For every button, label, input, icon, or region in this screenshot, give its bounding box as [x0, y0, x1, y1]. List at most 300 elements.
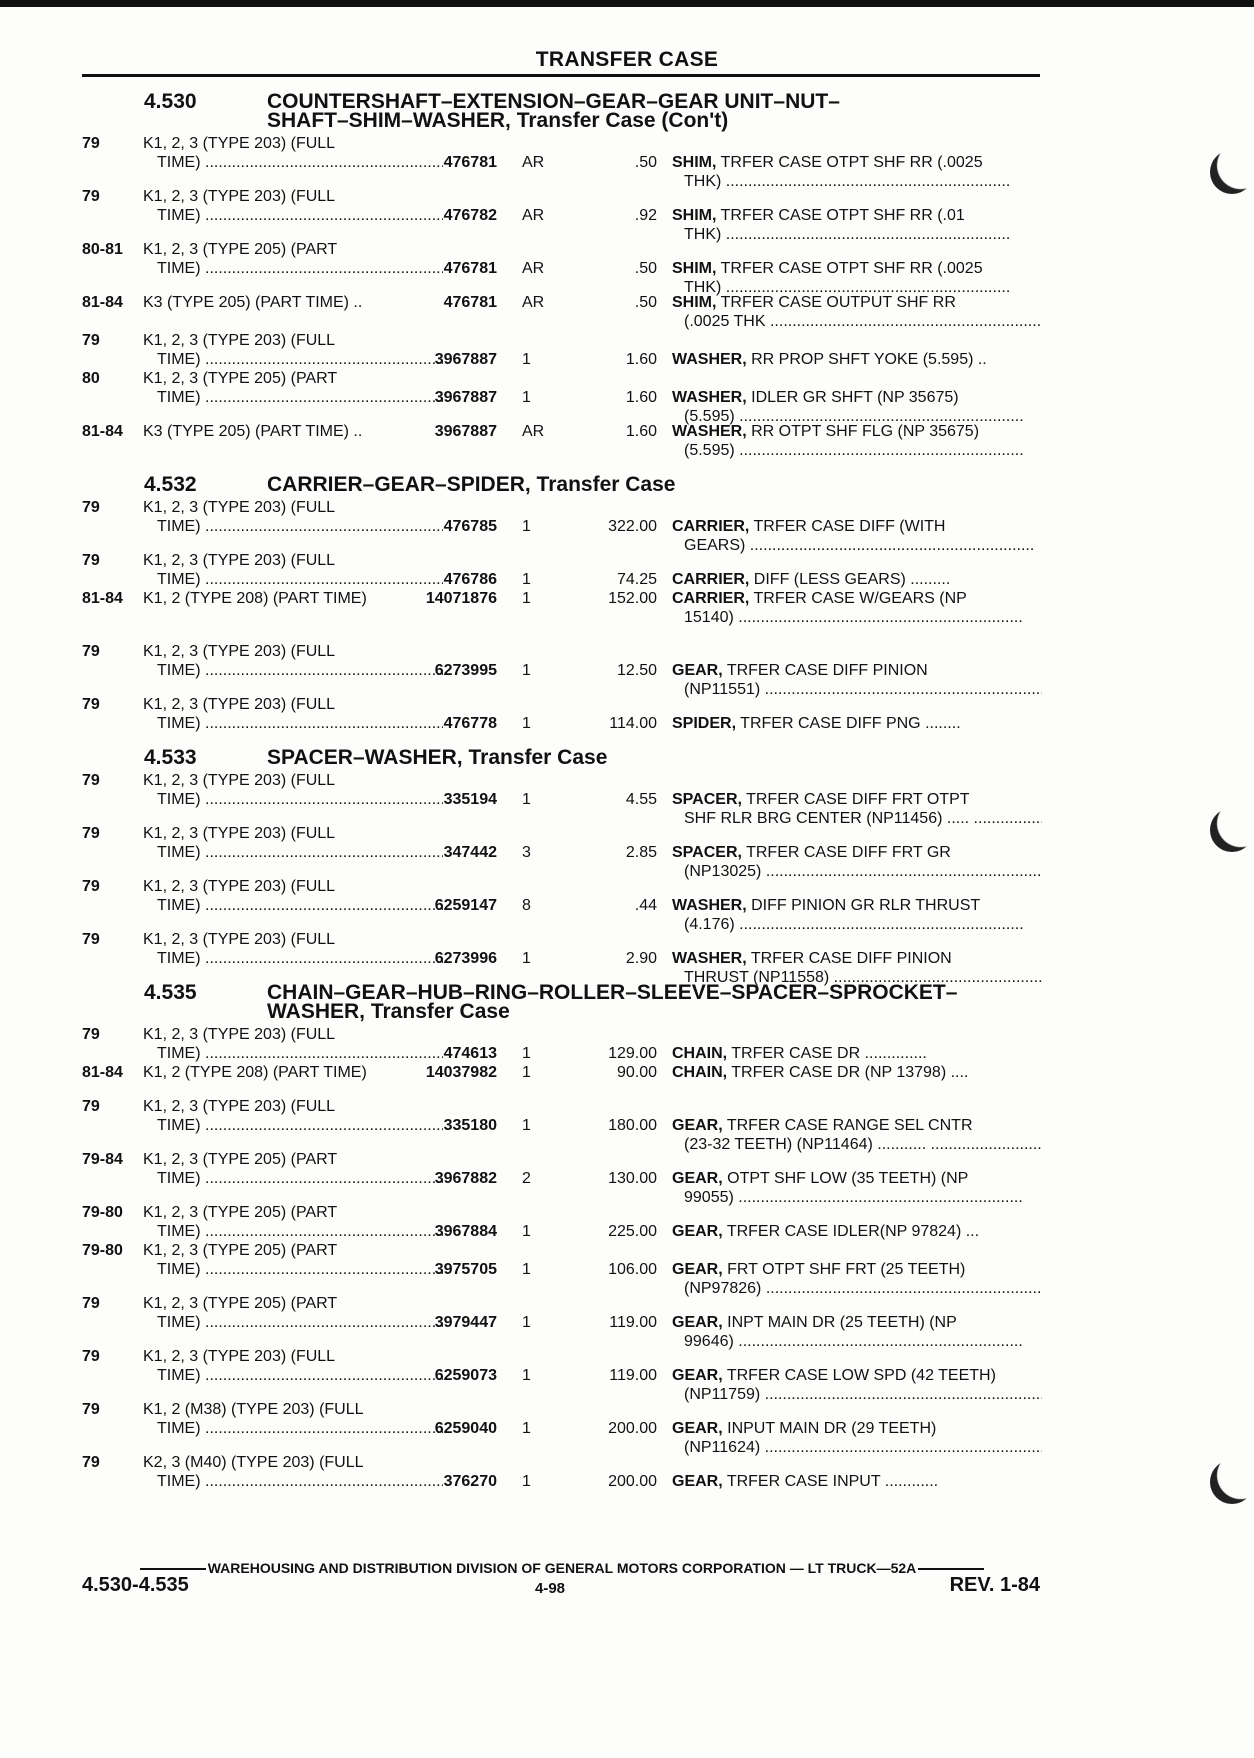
- application-line: TIME) .....: [143, 896, 443, 915]
- part-name: WASHER,: [672, 389, 747, 406]
- application-line: TIME) .....: [143, 1044, 443, 1063]
- application-line: K1, 2, 3 (TYPE 203) (FULL: [143, 332, 336, 349]
- quantity: 1: [522, 351, 531, 368]
- description-text: DIFF (LESS GEARS) .........: [749, 571, 951, 588]
- description-line: 15140) .....: [672, 608, 1042, 627]
- price: .50: [634, 260, 657, 277]
- quantity: 1: [522, 1420, 531, 1437]
- description-line: (NP13025) .....: [672, 862, 1042, 881]
- description: [672, 661, 1042, 699]
- description-line: [672, 661, 1042, 680]
- application-line: K1, 2, 3 (TYPE 205) (PART: [143, 1204, 338, 1221]
- part-number: 476785: [443, 518, 497, 535]
- punch-hole: [1210, 808, 1254, 852]
- section-number: 4.533: [144, 746, 197, 769]
- part-entry: [82, 240, 1042, 296]
- part-entry: [82, 1025, 1042, 1063]
- description-line: [672, 843, 1042, 862]
- description-line: [672, 1169, 1042, 1188]
- header-rule: [82, 74, 1040, 77]
- part-entry: [82, 331, 1042, 369]
- application-line: K1, 2, 3 (TYPE 203) (FULL: [143, 931, 336, 948]
- description-text: TRFER CASE DIFF FRT OTPT: [741, 791, 970, 808]
- part-number: 6259147: [434, 897, 497, 914]
- model-year: 79-80: [82, 1204, 123, 1221]
- description-line: (.0025 THK .....: [672, 312, 1042, 331]
- description-line: [672, 1063, 1042, 1082]
- description-line: [672, 1419, 1042, 1438]
- section-heading: [82, 475, 1042, 494]
- part-number: 476781: [443, 260, 497, 277]
- price: 1.60: [625, 351, 657, 368]
- quantity: 1: [522, 1064, 531, 1081]
- part-entry: [82, 771, 1042, 827]
- model-year: 79: [82, 1348, 100, 1365]
- description-line: (23-32 TEETH) (NP11464) ........... .....: [672, 1135, 1042, 1154]
- part-number: 376270: [443, 1473, 497, 1490]
- description-line: SHF RLR BRG CENTER (NP11456) ..... .....: [672, 809, 1042, 828]
- application: [143, 293, 443, 312]
- quantity: 8: [522, 897, 531, 914]
- part-name: GEAR,: [672, 1473, 723, 1490]
- application: [143, 1347, 443, 1385]
- quantity: 1: [522, 950, 531, 967]
- description: [672, 153, 1042, 191]
- quantity: 1: [522, 662, 531, 679]
- quantity: 1: [522, 1045, 531, 1062]
- description: [672, 1472, 1042, 1491]
- section-heading: [82, 748, 1042, 767]
- application-line: K3 (TYPE 205) (PART TIME) ..: [143, 423, 363, 440]
- part-name: WASHER,: [672, 897, 747, 914]
- application-line: TIME) .....: [143, 843, 443, 862]
- application-line: TIME) .....: [143, 388, 443, 407]
- description: [672, 1260, 1042, 1298]
- description-text: TRFER CASE W/GEARS (NP: [749, 590, 967, 607]
- quantity: 1: [522, 1473, 531, 1490]
- quantity: 2: [522, 1170, 531, 1187]
- price: .92: [634, 207, 657, 224]
- quantity: AR: [522, 423, 545, 440]
- description-line: THK) .....: [672, 172, 1042, 191]
- quantity: 1: [522, 791, 531, 808]
- application-line: TIME) .....: [143, 1419, 443, 1438]
- application-line: K1, 2, 3 (TYPE 203) (FULL: [143, 878, 336, 895]
- price: 106.00: [608, 1261, 657, 1278]
- description-text: TRFER CASE DIFF PINION: [722, 662, 928, 679]
- footer-distribution: WAREHOUSING AND DISTRIBUTION DIVISION OF GENERAL MOTORS CORPORATION — LT TRUCK—52A: [82, 1560, 1042, 1576]
- model-year: 79: [82, 552, 100, 569]
- price: 322.00: [608, 518, 657, 535]
- price: 200.00: [608, 1473, 657, 1490]
- part-name: GEAR,: [672, 1314, 723, 1331]
- application: [143, 1150, 443, 1188]
- description-text: TRFER CASE INPUT ............: [722, 1473, 939, 1490]
- part-entry: [82, 1241, 1042, 1297]
- part-name: SPACER,: [672, 791, 742, 808]
- description-line: [672, 1472, 1042, 1491]
- section-title: SHAFT–SHIM–WASHER, Transfer Case (Con't): [267, 109, 729, 132]
- application-line: TIME) .....: [143, 1472, 443, 1491]
- application-line: K1, 2, 3 (TYPE 203) (FULL: [143, 188, 336, 205]
- description-line: [672, 949, 1042, 968]
- description: [672, 1366, 1042, 1404]
- quantity: AR: [522, 154, 545, 171]
- description: [672, 293, 1042, 331]
- part-number: 3967887: [434, 389, 497, 406]
- description: [672, 714, 1042, 733]
- price: 2.90: [625, 950, 657, 967]
- part-name: CHAIN,: [672, 1045, 728, 1062]
- price: 74.25: [616, 571, 657, 588]
- model-year: 79: [82, 1295, 100, 1312]
- application-line: K1, 2, 3 (TYPE 203) (FULL: [143, 772, 336, 789]
- part-entry: [82, 1347, 1042, 1403]
- price: 12.50: [616, 662, 657, 679]
- application-line: TIME) .....: [143, 1260, 443, 1279]
- quantity: AR: [522, 260, 545, 277]
- price: 225.00: [608, 1223, 657, 1240]
- quantity: AR: [522, 294, 545, 311]
- quantity: 3: [522, 844, 531, 861]
- part-number: 474613: [443, 1045, 497, 1062]
- footer-section-range: 4.530-4.535: [82, 1574, 189, 1596]
- description-text: TRFER CASE DIFF (WITH: [749, 518, 946, 535]
- quantity: 1: [522, 1117, 531, 1134]
- part-name: SHIM,: [672, 260, 717, 277]
- part-entry: [82, 1097, 1042, 1153]
- description-text: TRFER CASE DIFF PNG ........: [736, 715, 961, 732]
- description-text: TRFER CASE OTPT SHF RR (.0025: [716, 154, 983, 171]
- application: [143, 1025, 443, 1063]
- application: [143, 551, 443, 589]
- application: [143, 498, 443, 536]
- application-line: K1, 2 (TYPE 208) (PART TIME): [143, 590, 367, 607]
- application-line: TIME) .....: [143, 206, 443, 225]
- description-text: INPT MAIN DR (25 TEETH) (NP: [722, 1314, 957, 1331]
- quantity: 1: [522, 1261, 531, 1278]
- model-year: 79: [82, 499, 100, 516]
- description-line: (NP11624) .....: [672, 1438, 1042, 1457]
- description-line: [672, 517, 1042, 536]
- price: 200.00: [608, 1420, 657, 1437]
- model-year: 79: [82, 825, 100, 842]
- model-year: 79: [82, 643, 100, 660]
- part-entry: [82, 1453, 1042, 1491]
- application: [143, 930, 443, 968]
- part-number: 476778: [443, 715, 497, 732]
- description-line: [672, 206, 1042, 225]
- application-line: K1, 2, 3 (TYPE 203) (FULL: [143, 135, 336, 152]
- description-text: INPUT MAIN DR (29 TEETH): [722, 1420, 937, 1437]
- application: [143, 1241, 443, 1279]
- description-text: OTPT SHF LOW (35 TEETH) (NP: [722, 1170, 969, 1187]
- application-line: K1, 2, 3 (TYPE 203) (FULL: [143, 643, 336, 660]
- description-line: [672, 570, 1042, 589]
- part-name: GEAR,: [672, 1170, 723, 1187]
- application-line: TIME) .....: [143, 570, 443, 589]
- application: [143, 1453, 443, 1491]
- page-header: TRANSFER CASE: [535, 48, 719, 71]
- description-line: [672, 1116, 1042, 1135]
- application: [143, 1294, 443, 1332]
- application-line: TIME) .....: [143, 949, 443, 968]
- model-year: 81-84: [82, 1064, 123, 1081]
- model-year: 79: [82, 772, 100, 789]
- part-number: 476781: [443, 154, 497, 171]
- description-line: 99055) .....: [672, 1188, 1042, 1207]
- price: 130.00: [608, 1170, 657, 1187]
- part-number: 476782: [443, 207, 497, 224]
- part-number: 335194: [443, 791, 497, 808]
- description-line: [672, 589, 1042, 608]
- application-line: TIME) .....: [143, 1313, 443, 1332]
- part-number: 14037982: [425, 1064, 497, 1081]
- quantity: 1: [522, 1314, 531, 1331]
- part-entry: [82, 930, 1042, 986]
- description-line: [672, 388, 1042, 407]
- model-year: 79: [82, 931, 100, 948]
- application-line: TIME) .....: [143, 790, 443, 809]
- description-text: FRT OTPT SHF FRT (25 TEETH): [722, 1261, 966, 1278]
- section-title: SPACER–WASHER, Transfer Case: [267, 746, 608, 769]
- section-heading: [82, 92, 1042, 130]
- description: [672, 517, 1042, 555]
- description-line: [672, 153, 1042, 172]
- footer-revision: REV. 1-84: [949, 1574, 1040, 1596]
- part-entry: [82, 589, 1042, 627]
- description-line: [672, 350, 1042, 369]
- description-line: THK) .....: [672, 225, 1042, 244]
- description-line: (NP11551) .....: [672, 680, 1042, 699]
- part-name: SHIM,: [672, 294, 717, 311]
- price: 119.00: [609, 1367, 657, 1384]
- part-entry: [82, 824, 1042, 880]
- description-text: RR OTPT SHF FLG (NP 35675): [746, 423, 980, 440]
- description-line: [672, 293, 1042, 312]
- price: .44: [634, 897, 657, 914]
- quantity: 1: [522, 590, 531, 607]
- part-entry: [82, 422, 1042, 460]
- part-entry: [82, 1400, 1042, 1456]
- price: .50: [634, 294, 657, 311]
- part-number: 476781: [443, 294, 497, 311]
- part-name: WASHER,: [672, 351, 747, 368]
- price: .50: [634, 154, 657, 171]
- part-name: SHIM,: [672, 207, 717, 224]
- price: 1.60: [625, 423, 657, 440]
- description: [672, 1116, 1042, 1154]
- description: [672, 589, 1042, 627]
- price: 1.60: [625, 389, 657, 406]
- price: 4.55: [625, 791, 657, 808]
- description-line: 99646) .....: [672, 1332, 1042, 1351]
- section-heading: [82, 983, 1042, 1021]
- section-title: CHAIN–GEAR–HUB–RING–ROLLER–SLEEVE–SPACER–SPROCKET–: [267, 981, 958, 1004]
- application-line: K1, 2, 3 (TYPE 203) (FULL: [143, 1026, 336, 1043]
- application-line: TIME) .....: [143, 714, 443, 733]
- part-entry: [82, 293, 1042, 331]
- description: [672, 570, 1042, 589]
- part-number: 335180: [443, 1117, 497, 1134]
- quantity: 1: [522, 518, 531, 535]
- application-line: TIME) .....: [143, 517, 443, 536]
- model-year: 79-80: [82, 1242, 123, 1259]
- model-year: 79: [82, 1098, 100, 1115]
- section-number: 4.530: [144, 90, 197, 113]
- application-line: K1, 2, 3 (TYPE 203) (FULL: [143, 1348, 336, 1365]
- description-line: [672, 1260, 1042, 1279]
- description: [672, 422, 1042, 460]
- application: [143, 369, 443, 407]
- description: [672, 259, 1042, 297]
- application-line: TIME) .....: [143, 153, 443, 172]
- model-year: 79: [82, 135, 100, 152]
- quantity: 1: [522, 1367, 531, 1384]
- part-name: CARRIER,: [672, 518, 750, 535]
- description-line: [672, 714, 1042, 733]
- footer-page-number: 4-98: [535, 1580, 566, 1597]
- section-number: 4.535: [144, 981, 197, 1004]
- application-line: TIME) .....: [143, 1169, 443, 1188]
- part-number: 3979447: [434, 1314, 497, 1331]
- part-name: SPIDER,: [672, 715, 737, 732]
- part-name: CARRIER,: [672, 571, 750, 588]
- application: [143, 187, 443, 225]
- part-number: 6273995: [434, 662, 497, 679]
- description-text: TRFER CASE DIFF FRT GR: [741, 844, 951, 861]
- part-number: 14071876: [425, 590, 497, 607]
- application: [143, 1097, 443, 1135]
- part-number: 6259073: [434, 1367, 497, 1384]
- section-title: COUNTERSHAFT–EXTENSION–GEAR–GEAR UNIT–NUT–: [267, 90, 840, 113]
- part-entry: [82, 187, 1042, 243]
- top-edge-bar: [0, 0, 1254, 7]
- application-line: K1, 2 (TYPE 208) (PART TIME): [143, 1064, 367, 1081]
- description-text: RR PROP SHFT YOKE (5.595) ..: [746, 351, 987, 368]
- quantity: 1: [522, 571, 531, 588]
- model-year: 81-84: [82, 423, 123, 440]
- part-number: 3967884: [434, 1223, 497, 1240]
- description-line: THRUST (NP11558) .....: [672, 968, 1042, 987]
- description: [672, 896, 1042, 934]
- description: [672, 843, 1042, 881]
- price: 119.00: [609, 1314, 657, 1331]
- application-line: K1, 2, 3 (TYPE 203) (FULL: [143, 825, 336, 842]
- price: 90.00: [616, 1064, 657, 1081]
- description: [672, 1063, 1042, 1082]
- part-entry: [82, 1063, 1042, 1082]
- description-text: TRFER CASE OUTPUT SHF RR: [716, 294, 956, 311]
- description-text: TRFER CASE DR (NP 13798) ....: [727, 1064, 969, 1081]
- description-text: TRFER CASE IDLER(NP 97824) ...: [722, 1223, 980, 1240]
- part-number: 3975705: [434, 1261, 497, 1278]
- description: [672, 1419, 1042, 1457]
- model-year: 81-84: [82, 294, 123, 311]
- application: [143, 824, 443, 862]
- part-entry: [82, 369, 1042, 425]
- application-line: TIME) .....: [143, 1366, 443, 1385]
- description-line: [672, 896, 1042, 915]
- quantity: 1: [522, 389, 531, 406]
- application: [143, 134, 443, 172]
- part-number: 476786: [443, 571, 497, 588]
- description-line: (NP11759) .....: [672, 1385, 1042, 1404]
- part-number: 3967882: [434, 1170, 497, 1187]
- quantity: AR: [522, 207, 545, 224]
- description-line: [672, 422, 1042, 441]
- part-name: GEAR,: [672, 1420, 723, 1437]
- description: [672, 388, 1042, 426]
- model-year: 81-84: [82, 590, 123, 607]
- application-line: K1, 2, 3 (TYPE 203) (FULL: [143, 552, 336, 569]
- application-line: K1, 2, 3 (TYPE 205) (PART: [143, 1242, 338, 1259]
- description-line: (5.595) .....: [672, 441, 1042, 460]
- description-line: [672, 790, 1042, 809]
- application-line: TIME) .....: [143, 350, 443, 369]
- parts-listing: [82, 86, 1042, 1506]
- application-line: K1, 2, 3 (TYPE 203) (FULL: [143, 1098, 336, 1115]
- part-name: CHAIN,: [672, 1064, 728, 1081]
- application-line: K2, 3 (M40) (TYPE 203) (FULL: [143, 1454, 364, 1471]
- application-line: TIME) .....: [143, 259, 443, 278]
- model-year: 80-81: [82, 241, 123, 258]
- description-text: TRFER CASE DR ..............: [727, 1045, 927, 1062]
- description-line: (NP97826) .....: [672, 1279, 1042, 1298]
- part-name: GEAR,: [672, 1117, 723, 1134]
- description-line: [672, 1044, 1042, 1063]
- part-name: SPACER,: [672, 844, 742, 861]
- part-number: 6259040: [434, 1420, 497, 1437]
- description-text: IDLER GR SHFT (NP 35675): [746, 389, 959, 406]
- application-line: K1, 2 (M38) (TYPE 203) (FULL: [143, 1401, 364, 1418]
- description: [672, 1044, 1042, 1063]
- model-year: 79-84: [82, 1151, 123, 1168]
- application-line: TIME) .....: [143, 1222, 443, 1241]
- part-entry: [82, 1150, 1042, 1206]
- description: [672, 790, 1042, 828]
- application: [143, 771, 443, 809]
- section-number: 4.532: [144, 473, 197, 496]
- model-year: 79: [82, 1454, 100, 1471]
- model-year: 79: [82, 188, 100, 205]
- application: [143, 1400, 443, 1438]
- part-name: SHIM,: [672, 154, 717, 171]
- application-line: K1, 2, 3 (TYPE 203) (FULL: [143, 696, 336, 713]
- application-line: K1, 2, 3 (TYPE 205) (PART: [143, 241, 338, 258]
- description: [672, 206, 1042, 244]
- price: 114.00: [609, 715, 657, 732]
- part-name: CARRIER,: [672, 590, 750, 607]
- price: 152.00: [608, 590, 657, 607]
- punch-hole: [1210, 150, 1254, 194]
- application-line: K1, 2, 3 (TYPE 205) (PART: [143, 370, 338, 387]
- part-entry: [82, 1294, 1042, 1350]
- application-line: TIME) .....: [143, 661, 443, 680]
- model-year: 80: [82, 370, 100, 387]
- description-line: [672, 1222, 1042, 1241]
- description-text: TRFER CASE LOW SPD (42 TEETH): [722, 1367, 996, 1384]
- part-entry: [82, 1203, 1042, 1241]
- part-number: 347442: [443, 844, 497, 861]
- part-name: GEAR,: [672, 1223, 723, 1240]
- price: 180.00: [608, 1117, 657, 1134]
- part-entry: [82, 695, 1042, 733]
- part-number: 3967887: [434, 423, 497, 440]
- application: [143, 331, 443, 369]
- description: [672, 1222, 1042, 1241]
- model-year: 79: [82, 878, 100, 895]
